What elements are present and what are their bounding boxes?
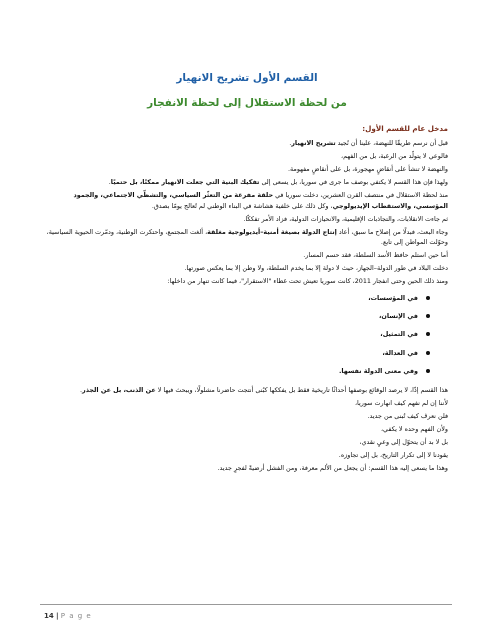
paragraph-strong: عن الذنب، بل عن الجذر xyxy=(82,385,156,394)
paragraph: بل لا بد أن يتحوّل إلى وعيٍ نقدي، xyxy=(359,437,448,446)
page-footer xyxy=(44,612,92,620)
list-item: في المؤسسات، xyxy=(44,293,430,303)
paragraph xyxy=(44,227,448,248)
paragraph-strong: إنتاج الدولة بصيغة أمنية–أيديولوجية مغلقة xyxy=(207,227,337,236)
paragraph-strong: حلقة مفرغة من التعثّر السياسي، والتشظّي الاجتماعي، والجمود المؤسسي، والاستقطاب الإيديولوجي xyxy=(73,191,448,210)
paragraph-text: قبل أن نرسم طريقًا للنهضة، علينا أن نُجيد xyxy=(335,139,448,148)
footer-divider xyxy=(40,604,452,605)
paragraph xyxy=(44,138,448,148)
paragraph: وهذا ما يسعى إليه هذا القسم: أن يجعل من الألم معرفة، ومن الفشل أرضيةً لفجرٍ جديد. xyxy=(217,463,448,472)
paragraph-strong: تشريح الانهيار xyxy=(291,139,336,148)
list-item: وفي معنى الدولة نفسها. xyxy=(44,366,430,376)
paragraph: ثم جاءت الانقلابات، والتجاذبات الإقليمية، والانحيازات الدولية، فزاد الأمر تفككًا. xyxy=(243,214,448,223)
paragraph-text: ، ألغت المجتمع، واحتكرت الوطنية، ودمّرت الحيوية السياسية، وحوّلت المواطن إلى تابع. xyxy=(46,227,448,247)
paragraph: دخلت البلاد في طور الدولة–الجهاز، حيث لا دولة إلا بما يخدم السلطة، ولا وطن إلا بما يعكس صورتها. xyxy=(184,264,448,273)
body-content xyxy=(44,124,448,476)
paragraph: لأننا إن لم نفهم كيف انهارت سوريا، xyxy=(354,398,448,407)
paragraph: فلن نعرف كيف تُبنى من جديد. xyxy=(367,411,448,420)
paragraph: ومنذ ذلك الحين وحتى انفجار 2011، كانت سوريا تعيش تحت غطاء "الاستقرار"، فيما كانت تنهار من داخلها: xyxy=(167,277,448,286)
section-heading: مدخل عام للقسم الأول: xyxy=(362,124,448,133)
section-subtitle: من لحظة الاستقلال إلى لحظة الانفجار xyxy=(147,97,347,109)
page-label: P a g e xyxy=(60,612,92,620)
list-item: في الإنسان، xyxy=(44,311,430,321)
paragraph-text: هذا القسم إذًا، لا يرصد الوقائع بوصفها أحداثًا تاريخية فقط بل يفككها كبُنى أنتجت حاضرنا مشلولًا، ويبحث فيها لا xyxy=(155,385,448,394)
paragraph xyxy=(44,177,448,187)
list-item: في العدالة، xyxy=(44,348,430,358)
paragraph-text: منذ لحظة الاستقلال في منتصف القرن العشرين، دخلت سوريا في xyxy=(273,191,448,200)
paragraph-text: وجاء البعث، فبدلًا من إصلاح ما سبق، أعاد xyxy=(336,227,448,236)
paragraph-text: ولهذا فإن هذا القسم لا يكتفي بوصف ما جرى في سوريا، بل يسعى إلى xyxy=(259,178,448,187)
paragraph-strong: تفكيك البنية التي جعلت الانهيار ممكنًا، بل حتميًا xyxy=(110,178,260,187)
paragraph: أما حين استلم حافظ الأسد السلطة، فقد حسم المسار. xyxy=(303,251,448,260)
paragraph-text: ، وكل ذلك على خلفية هشاشة في البناء الوطني لم تُعالج يومًا بصدق. xyxy=(151,201,333,210)
paragraph xyxy=(44,385,448,395)
footer-separator: | xyxy=(55,612,59,620)
paragraph-text: . xyxy=(108,178,111,187)
paragraph: فالوعي لا يتولّد من الرغبة، بل من الفهم، xyxy=(341,152,448,161)
paragraph xyxy=(44,190,448,211)
paragraph: ولأن الفهم وحده لا يكفي، xyxy=(380,424,448,433)
list-item: في التمثيل، xyxy=(44,329,430,339)
bullet-list xyxy=(44,293,448,377)
paragraph: والنهضة لا تنشأ على أنقاضٍ مهجورة، بل على أنقاضٍ مفهومة. xyxy=(287,165,448,174)
paragraph-text: . xyxy=(79,385,83,394)
paragraph-text: . xyxy=(289,139,292,148)
page-number: 14 xyxy=(44,612,54,620)
paragraph: يقودنا لا إلى تكرار التاريخ، بل إلى تجاوزه. xyxy=(338,450,448,459)
section-title: القسم الأول تشريح الانهيار xyxy=(176,72,318,84)
